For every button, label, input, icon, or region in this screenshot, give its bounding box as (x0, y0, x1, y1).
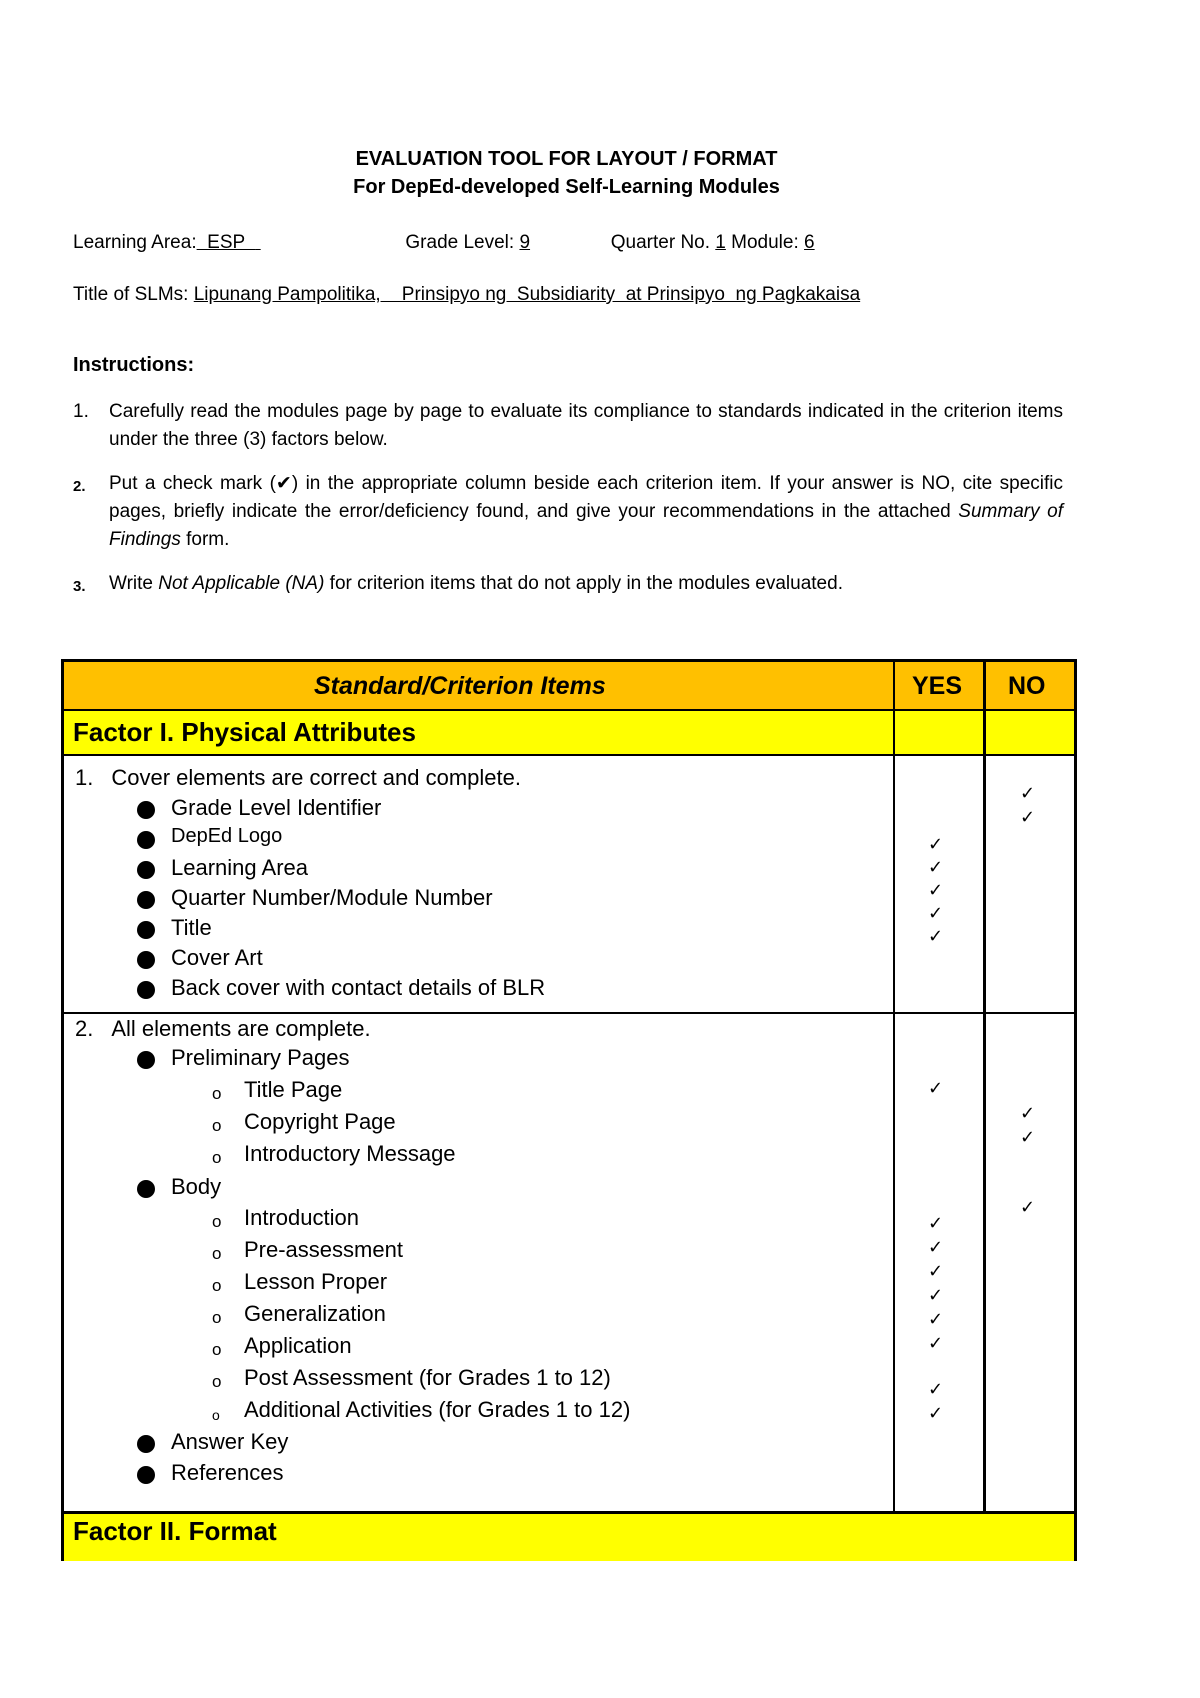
list-item-label: References (171, 1460, 284, 1485)
instruction-item (73, 570, 1063, 598)
list-item (64, 825, 864, 853)
grade-level-value: 9 (519, 232, 531, 253)
col-yes-header: YES (912, 672, 963, 700)
criterion-heading (75, 765, 521, 791)
column-divider (983, 662, 986, 1514)
col-criterion-header: Standard/Criterion Items (314, 672, 606, 700)
bullet-icon (137, 891, 155, 909)
circle-bullet-icon: o (212, 1340, 222, 1359)
evaluation-table (61, 659, 1077, 1561)
yes-check-icon: ✓ (928, 1261, 944, 1282)
list-item (64, 885, 864, 913)
document-title: EVALUATION TOOL FOR LAYOUT / FORMAT (355, 148, 778, 170)
list-item-label: Lesson Proper (244, 1269, 388, 1294)
yes-check-icon: ✓ (928, 1285, 944, 1306)
quarter-value: 1 (715, 232, 726, 253)
yes-check-icon: ✓ (928, 1309, 944, 1330)
bullet-icon (137, 1180, 155, 1198)
item-number: 2. (75, 1016, 94, 1041)
sub-list-item (64, 1269, 864, 1297)
list-item-label: Pre-assessment (244, 1237, 403, 1262)
yes-check-icon: ✓ (928, 857, 944, 878)
item-text: All elements are complete. (111, 1016, 371, 1041)
sub-list-item (64, 1237, 864, 1265)
sub-list-item (64, 1205, 864, 1233)
bullet-icon (137, 951, 155, 969)
slm-title-value: Lipunang Pampolitika, Prinsipyo ng Subsidiarity at Prinsipyo ng Pagkakaisa (193, 284, 861, 305)
table-row (64, 1014, 1074, 1514)
yes-check-icon: ✓ (928, 1333, 944, 1354)
sub-list-item (64, 1109, 864, 1137)
sub-list-item (64, 1077, 864, 1105)
list-item-label: Grade Level Identifier (171, 795, 382, 820)
no-check-icon: ✓ (1020, 1197, 1036, 1218)
yes-check-icon: ✓ (928, 1237, 944, 1258)
no-check-icon: ✓ (1020, 1103, 1036, 1124)
no-check-icon: ✓ (1020, 807, 1036, 828)
instruction-number: 1. (73, 401, 89, 422)
sub-list-item (64, 1141, 864, 1169)
list-item-label: Additional Activities (for Grades 1 to 12) (244, 1397, 631, 1422)
criterion-heading (75, 1016, 371, 1042)
list-item (64, 915, 864, 943)
learning-area-value: ESP (196, 232, 256, 253)
module-value: 6 (804, 232, 815, 253)
learning-area-label: Learning Area: (73, 232, 197, 253)
table-row (64, 756, 1074, 1014)
yes-check-icon: ✓ (928, 880, 944, 901)
circle-bullet-icon: o (212, 1407, 220, 1423)
list-item-label: Title (171, 915, 212, 940)
instruction-number: 2. (73, 478, 86, 495)
instruction-number: 3. (73, 578, 86, 595)
instruction-text-part: Write (109, 573, 159, 594)
circle-bullet-icon: o (212, 1244, 222, 1263)
col-no-header: NO (1008, 672, 1046, 700)
bullet-icon (137, 801, 155, 819)
item-number: 1. (75, 765, 94, 790)
yes-check-icon: ✓ (928, 834, 944, 855)
meta-line (73, 232, 860, 254)
bullet-icon (137, 1435, 155, 1453)
bullet-icon (137, 981, 155, 999)
instructions-heading: Instructions: (73, 354, 195, 376)
list-item (64, 1460, 864, 1488)
document-subtitle: For DepEd-developed Self-Learning Modules (353, 176, 780, 198)
instruction-item (73, 470, 1063, 554)
factor-row (64, 1514, 1074, 1561)
instruction-text-part: form. (180, 529, 230, 550)
list-item-label: Copyright Page (244, 1109, 396, 1134)
instruction-text-part: Put a check mark ( (109, 473, 276, 494)
circle-bullet-icon: o (212, 1084, 222, 1103)
no-check-icon: ✓ (1020, 1127, 1036, 1148)
instruction-item (73, 398, 1063, 454)
list-item-label: Title Page (244, 1077, 343, 1102)
circle-bullet-icon: o (212, 1372, 222, 1391)
instruction-text (109, 570, 1063, 598)
circle-bullet-icon: o (212, 1116, 222, 1135)
list-item-label: Quarter Number/Module Number (171, 885, 493, 910)
bullet-icon (137, 831, 155, 849)
instruction-emphasis: Not Applicable (NA) (158, 573, 325, 594)
circle-bullet-icon: o (212, 1276, 222, 1295)
circle-bullet-icon: o (212, 1148, 222, 1167)
list-item (64, 1174, 864, 1202)
module-label: Module: (731, 232, 799, 253)
slm-title-line (73, 284, 860, 306)
column-divider (893, 662, 895, 1514)
instruction-text: Carefully read the modules page by page to evaluate its compliance to standards indicated in the criterion items under the three (3) factors below. (109, 401, 1063, 450)
list-item (64, 945, 864, 973)
yes-check-icon: ✓ (928, 1078, 944, 1099)
list-item-label: Cover Art (171, 945, 263, 970)
yes-check-icon: ✓ (928, 1403, 944, 1424)
instruction-emphasis: Summary of Findings (109, 501, 1063, 550)
list-item-label: Learning Area (171, 855, 308, 880)
instruction-text (109, 470, 1063, 554)
instruction-text-part: for criterion items that do not apply in the modules evaluated. (324, 573, 843, 594)
list-item-label: Preliminary Pages (171, 1045, 350, 1070)
no-check-icon: ✓ (1020, 783, 1036, 804)
list-item-label: Body (171, 1174, 222, 1199)
sub-list-item (64, 1397, 864, 1425)
sub-list-item (64, 1333, 864, 1361)
bullet-icon (137, 861, 155, 879)
sub-list-item (64, 1365, 864, 1393)
list-item-label: DepEd Logo (171, 825, 283, 847)
yes-check-icon: ✓ (928, 1213, 944, 1234)
item-text: Cover elements are correct and complete. (111, 765, 521, 790)
list-item (64, 975, 864, 1003)
list-item (64, 1045, 864, 1073)
list-item-label: Generalization (244, 1301, 386, 1326)
list-item-label: Post Assessment (for Grades 1 to 12) (244, 1365, 611, 1390)
circle-bullet-icon: o (212, 1212, 222, 1231)
list-item-label: Introductory Message (244, 1141, 456, 1166)
table-header-row (64, 662, 1074, 711)
yes-check-icon: ✓ (928, 926, 944, 947)
bullet-icon (137, 921, 155, 939)
factor-title: Factor I. Physical Attributes (73, 717, 416, 747)
grade-level-label: Grade Level: (405, 232, 515, 253)
list-item-label: Answer Key (171, 1429, 289, 1454)
list-item-label: Introduction (244, 1205, 359, 1230)
bullet-icon (137, 1466, 155, 1484)
list-item-label: Application (244, 1333, 352, 1358)
list-item (64, 855, 864, 883)
yes-check-icon: ✓ (928, 1379, 944, 1400)
sub-list-item (64, 1301, 864, 1329)
slm-title-label: Title of SLMs: (73, 284, 189, 305)
check-mark-icon: ✔ (275, 473, 292, 494)
factor-title: Factor II. Format (73, 1516, 277, 1546)
quarter-label: Quarter No. (610, 232, 711, 253)
yes-check-icon: ✓ (928, 903, 944, 924)
list-item (64, 795, 864, 823)
list-item (64, 1429, 864, 1457)
bullet-icon (137, 1051, 155, 1069)
circle-bullet-icon: o (212, 1308, 222, 1327)
instruction-text-part: ) in the appropriate column beside each criterion item. If your answer is NO, cite specific pages, briefly indicate the error/deficiency found, and give your recommendations in the attached (109, 473, 1063, 522)
factor-row (64, 711, 1074, 756)
list-item-label: Back cover with contact details of BLR (171, 975, 546, 1000)
